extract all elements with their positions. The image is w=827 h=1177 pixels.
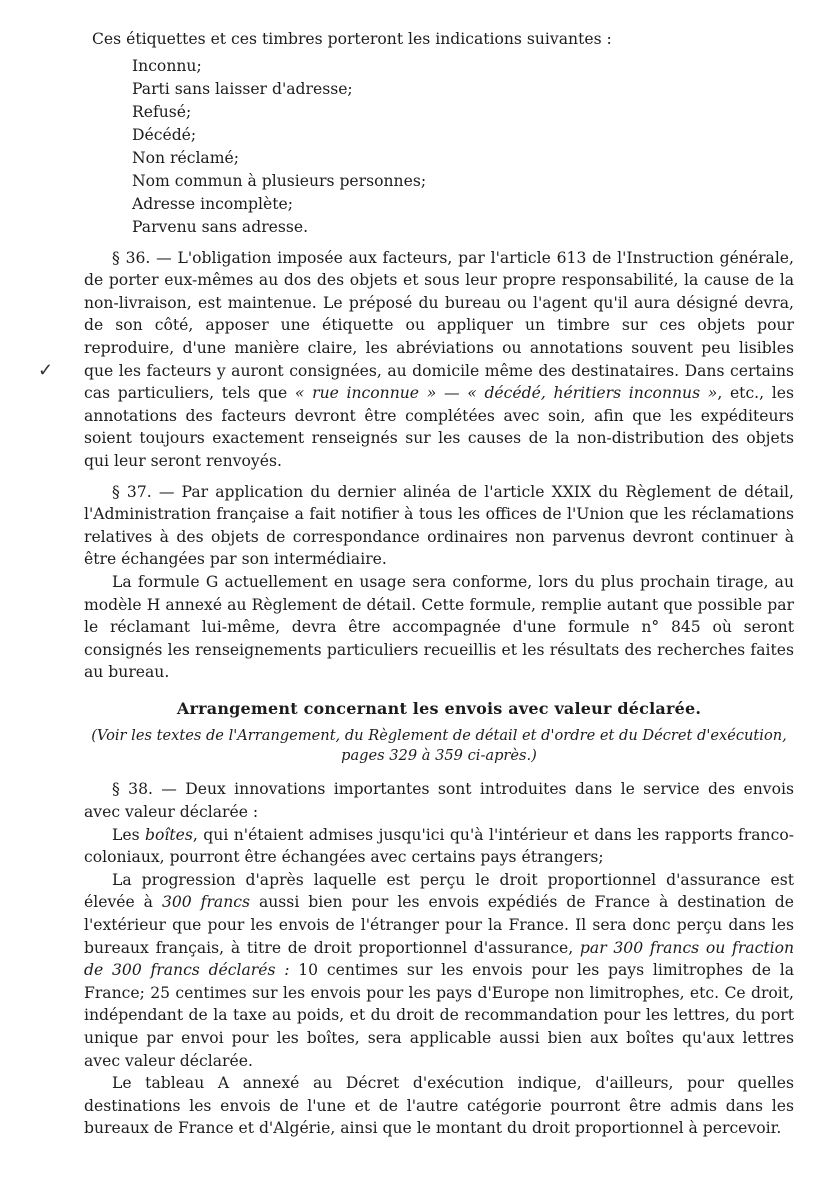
paragraph-s38-boites [84,824,794,869]
paragraph-s38: § 38. — Deux innovations importantes sont introduites dans le service des envois avec valeur déclarée : [84,780,794,822]
section-reference: (Voir les textes de l'Arrangement, du Règlement de détail et d'ordre et du Décret d'exécution, pages 329 à 359 ci-après.) [91,727,787,765]
paragraph-s37-formule: La formule G actuellement en usage sera conforme, lors du plus prochain tirage, au modèle H annexé au Règlement de détail. Cette formule, remplie autant que possible par le réclamant lui-même, devra être accompagnée d'une formule n° 845 où seront consignés les renseignements particuliers recueillis et les résultats des recherches faites au bureau. [84,572,794,682]
paragraph-s36 [84,247,794,473]
intro-sentence: Ces étiquettes et ces timbres porteront les indications suivantes : [92,30,612,48]
section-title: Arrangement concernant les envois avec valeur déclarée. [176,698,702,718]
margin-mark-icon: ✓ [38,360,54,381]
status-item: Parti sans laisser d'adresse; [132,79,353,98]
paragraph-s38-tableau: Le tableau A annexé au Décret d'exécution indique, d'ailleurs, pour quelles destinations les envois de l'une et de l'autre catégorie pourront être admis dans les bureaux de France et d'Algérie, ainsi que le montant du droit proportionnel à percevoir. [84,1074,794,1138]
status-item: Parvenu sans adresse. [132,217,309,236]
paragraph-s37: § 37. — Par application du dernier alinéa de l'article XXIX du Règlement de détail, l'Administration française a fait notifier à tous les offices de l'Union que les réclamations relatives à des objets de correspondance ordinaires non parvenus devront continuer à être échangées par son intermédiaire. [84,482,794,569]
s38-progression-a: La progression d'après laquelle est perçu le droit proportionnel d'assurance est élevée à [84,870,794,912]
status-item: Adresse incomplète; [132,194,294,213]
status-item: Nom commun à plusieurs personnes; [132,171,427,190]
s36-tail: , etc., les annotations des facteurs devront être complétées avec soin, afin que les expéditeurs soient toujours exactement renseignés sur les causes de la non-distribution des objets qui leur seront renvoyés. [84,384,794,470]
s38-progression-b: aussi bien pour les envois expédiés de France à destination de l'extérieur que pour les envois de l'étranger pour la France. Il sera donc perçu dans les bureaux français, à titre de droit proportionnel d'assurance, [84,893,794,957]
s38-boites-post: , qui n'étaient admises jusqu'ici qu'à l'intérieur et dans les rapports franco-coloniaux, pourront être échangées avec certains pays étrangers; [84,825,794,867]
paragraph-s38-progression [84,869,794,1072]
s38-progression-em2: par 300 francs ou fraction de 300 francs déclarés : [84,938,795,980]
status-item: Inconnu; [132,56,202,75]
s38-boites-pre: Les [112,825,146,844]
status-list [132,55,794,239]
s36-lead: § 36. — L'obligation imposée aux facteurs, par l'article 613 de l'Instruction générale, de porter eux-mêmes au dos des objets et sous leur propre responsabilité, la cause de la non-livraison, est maintenue. Le préposé du bureau ou l'agent qu'il aura désigné devra, de son côté, apposer une étiquette ou appliquer un timbre sur ces objets pour reproduire, d'une manière claire, les abréviations ou annotations souvent peu lisibles que les facteurs y auront consignées, au domicile même des destinataires. Dans certains cas particuliers, tels que [84,248,794,403]
s38-progression-em1: 300 francs [161,893,250,912]
status-item: Refusé; [132,102,192,121]
s36-examples: « rue inconnue » — « décédé, héritiers inconnus » [294,384,718,403]
status-item: Décédé; [132,125,197,144]
document-page [84,28,794,1140]
s38-boites-em: boîtes [145,825,193,844]
s38-progression-c: 10 centimes sur les envois pour les pays limitrophes de la France; 25 centimes sur les envois pour les pays d'Europe non limitrophes, etc. Ce droit, indépendant de la taxe au poids, et du droit de recommandation pour les lettres, du port unique par envoi pour les boîtes, sera applicable aussi bien aux boîtes qu'aux lettres avec valeur déclarée. [84,961,794,1070]
status-item: Non réclamé; [132,148,240,167]
